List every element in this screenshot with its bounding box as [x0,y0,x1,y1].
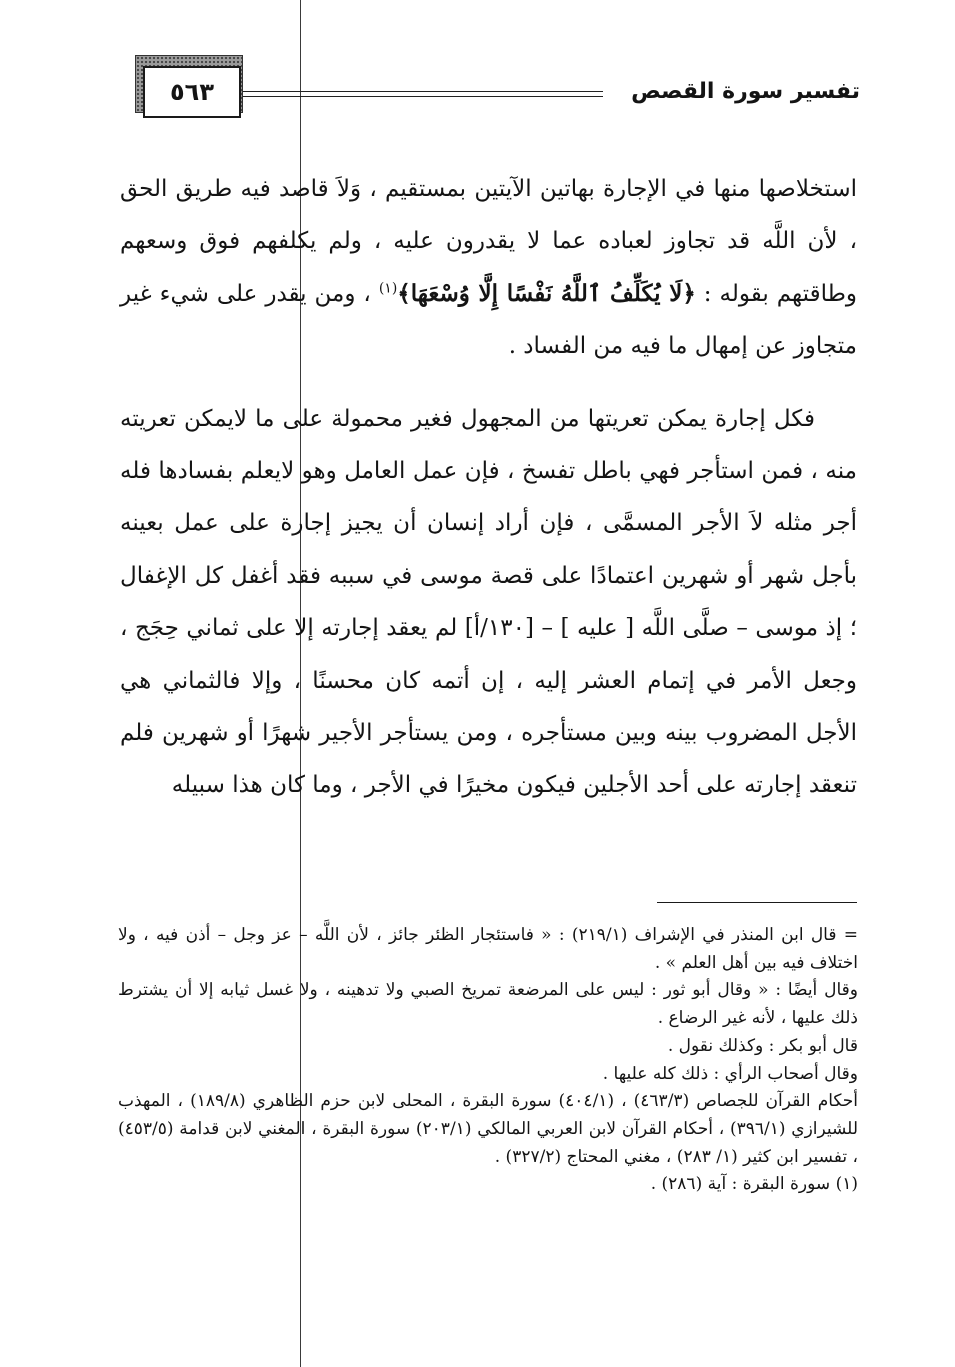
page-number: ٥٦٣ [143,66,241,118]
footnote-continued: = قال ابن المنذر في الإشراف (٢١٩/١) : « فاستئجار الظئر جائز ، لأن اللَّه – عز وجل – أذن فيه ، ولا اختلاف فيه بين أهل العلم » . [118,925,858,973]
quran-verse: ﴿لَا يُكَلِّفُ ٱللَّهُ نَفْسًا إِلَّا وُسْعَهَا﴾ [397,279,696,307]
page-header [125,55,860,125]
running-title: تفسير سورة القصص [631,79,860,104]
header-rule [243,91,603,97]
paragraph-1-before-verse: استخلاصها منها في الإجارة بهاتين الآيتين بمستقيم ، وَلاَ قاصد فيه طريق الحق ، لأن اللَّه قد تجاوز لعباده عما لا يقدرون عليه ، ولم يكلفهم فوق وسعهم وطاقتهم بقوله : [120,176,857,307]
footnote-references: أحكام القرآن للجصاص (٤٦٣/٣) ، (٤٠٤/١) سورة البقرة ، المحلى لابن حزم الظاهري (١٨٩/٨) ، المهذب للشيرازي (٣٩٦/١) ، أحكام القرآن لابن العربي المالكي (٢٠٣/١) سورة البقرة ، المغني لابن قدامة (٤٥٣/٥) ، تفسير ابن كثير (١/ ٢٨٣) ، مغني المحتاج (٣٢٧/٢) . [118,1091,859,1167]
footnote-ref: (١) [378,280,398,297]
footnote-line: قال أبو بكر : وكذلك نقول . [667,1035,858,1056]
footnote-line: وقال أصحاب الرأي : ذلك كله عليها . [602,1063,858,1084]
footnote-1: (١) سورة البقرة : آية (٢٨٦) . [650,1174,858,1195]
main-text [120,163,857,812]
footnotes [118,922,858,1199]
paragraph-1-after-verse: ، ومن يقدر على شيء غير متجاوز عن إمهال ما فيه من الفساد . [120,280,857,360]
paragraph-2: فكل إجارة يمكن تعريتها من المجهول فغير محمولة على ما لايمكن تعريته منه ، فمن استأجر فهي باطل تفسخ ، فإن عمل العامل وهو لايعلم بفسادها فله أجر مثله لاَ الأجر المسمَّى ، فإن أراد إنسان أن يجيز إجارة على عمل بعينه بأجل شهر أو شهرين اعتمادًا على قصة موسى في سببه فقد أغفل كل الإغفال ؛ إذ موسى – صلَّى اللَّه [ عليه ] – [١٣٠/أ] لم يعقد إجارته إلا على ثماني حِجَج ، وجعل الأمر في إتمام العشر إليه ، إن أتمه كان محسنًا ، وإلا فالثماني هي الأجل المضروب بينه وبين مستأجره ، ومن يستأجر الأجير شهرًا أو شهرين فلم تنعقد إجارته على أحد الأجلين فيكون مخيرًا في الأجر ، وما كان هذا سبيله [120,405,858,799]
footnote-separator [657,902,857,903]
paragraph-1 [120,163,857,373]
footnote-line: وقال أيضًا : « وقال أبو ثور : ليس على المرضعة تمريخ الصبي ولا تدهينه ، ولا غسل ثيابه إلا أن يشترط ذلك عليها ، لأنه غير الرضاع . [118,980,858,1029]
